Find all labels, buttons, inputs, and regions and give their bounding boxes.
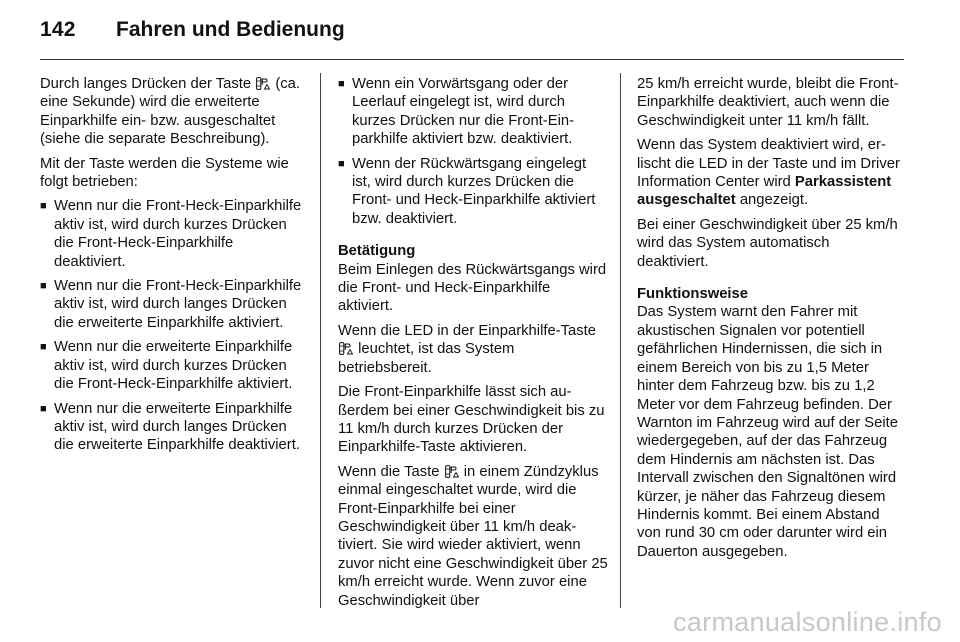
list-item-text: Wenn nur die Front-Heck-Einparkhilfe aktiv ist, wird durch langes Drücken die erweiterte Einparkhilfe aktiviert.	[54, 278, 302, 331]
bullet-icon: ■	[40, 341, 47, 354]
list-item-text: Wenn nur die erweiterte Einparkhilfe aktiv ist, wird durch kurzes Drücken die Front-Heck-Einparkhilfe aktiviert.	[54, 339, 293, 393]
paragraph: Mit der Taste werden die Systeme wie folgt betrieben:	[40, 155, 289, 191]
list-item	[40, 197, 308, 271]
park-assist-button-icon	[445, 465, 459, 478]
list-item	[40, 338, 308, 393]
bullet-list	[338, 75, 608, 228]
text-span: leuchtet, ist das System betriebsbereit.	[338, 341, 515, 376]
paragraph	[338, 463, 608, 610]
column-1	[40, 75, 308, 461]
column-divider-2	[620, 73, 621, 608]
paragraph: Bei einer Geschwindigkeit über 25 km/h wird das System automatisch deaktiviert.	[637, 216, 898, 270]
column-3	[637, 75, 905, 567]
text-span: Wenn die Taste	[338, 463, 440, 480]
park-assist-button-icon	[339, 342, 353, 355]
list-item	[40, 277, 308, 332]
paragraph: Beim Einlegen des Rückwärtsgangs wird die Front- und Heck-Einparkhilfe aktiviert.	[338, 261, 607, 315]
text-span: angezeigt.	[739, 192, 809, 209]
bullet-icon: ■	[338, 157, 345, 170]
park-assist-button-icon	[256, 77, 270, 90]
paragraph: 25 km/h erreicht wurde, bleibt die Front-Einparkhilfe deaktiviert, auch wenn die Geschwindigkeit unter 11 km/h fällt.	[637, 76, 899, 129]
section-heading: Funktionsweise	[637, 286, 748, 303]
section-heading: Betätigung	[338, 243, 416, 260]
header-rule	[40, 59, 904, 60]
list-item-text: Wenn nur die Front-Heck-Einparkhilfe aktiv ist, wird durch kurzes Drücken die Front-Heck-Einparkhilfe deaktiviert.	[54, 198, 302, 270]
list-item-text: Wenn ein Vorwärtsgang oder der Leerlauf eingelegt ist, wird durch kurzes Drücken nur die Front-Einparkhilfe aktiviert bzw. deaktiviert.	[352, 76, 575, 148]
list-item	[338, 155, 608, 229]
paragraph	[40, 75, 308, 149]
watermark: carmanualsonline.info	[673, 607, 942, 637]
bullet-icon: ■	[338, 78, 345, 90]
bullet-list	[40, 197, 308, 454]
display-message-text: Parkassistent ausgeschaltet	[637, 174, 892, 209]
page-number: 142	[40, 18, 76, 41]
paragraph	[637, 136, 905, 210]
text-span: Wenn die LED in der Einparkhilfe-Taste	[338, 322, 596, 339]
bullet-icon: ■	[40, 280, 47, 293]
list-item	[40, 400, 308, 455]
bullet-icon: ■	[40, 200, 47, 213]
text-span: in einem Zündzyklus einmal eingeschaltet wurde, wird die Front-Einparkhilfe bei einer Geschwindigkeit über 11 km/h deaktiviert. Sie wird wieder aktiviert, wenn zuvor nicht eine Geschwindigkeit über 25 km/h erreicht wurde. Wenn zuvor eine Geschwindigkeit über	[338, 463, 608, 609]
column-2	[338, 75, 608, 616]
list-item-text: Wenn nur die erweiterte Einparkhilfe aktiv ist, wird durch langes Drücken die erweiterte Einparkhilfe deaktiviert.	[54, 400, 300, 454]
page-title: Fahren und Bedienung	[116, 18, 345, 41]
paragraph	[338, 322, 608, 377]
paragraph: Die Front-Einparkhilfe lässt sich außerdem bei einer Geschwindigkeit bis zu 11 km/h durch kurzes Drücken der Einparkhilfe-Taste aktivieren.	[338, 384, 605, 456]
text-span: Durch langes Drücken der Taste	[40, 76, 252, 92]
text-span: (ca. eine Sekunde) wird die erweiterte Einparkhilfe ein- bzw. ausgeschaltet (siehe die separate Beschreibung).	[40, 76, 301, 148]
bullet-icon: ■	[40, 402, 47, 415]
paragraph: Das System warnt den Fahrer mit akustischen Signalen vor potentiell gefährlichen Hindernissen, die sich in einem Bereich von bis zu 1,5 Meter hinter dem Fahrzeug bzw. bis zu 1,2 Meter vor dem Fahrzeug befinden. Der Warnton im Fahrzeug wird auf der Seite wiedergegeben, auf der das Fahrzeug dem Hindernis am nächsten ist. Das Intervall zwischen den Signaltönen wird kürzer, je näher das Fahrzeug diesem Hindernis kommt. Bei einem Abstand von rund 30 cm oder darunter wird ein Dauerton ausgegeben.	[637, 304, 898, 560]
list-item-text: Wenn der Rückwärtsgang eingelegt ist, wird durch kurzes Drücken die Front- und Heck-Einparkhilfe aktiviert bzw. deaktiviert.	[352, 155, 596, 227]
list-item	[338, 75, 608, 149]
column-divider-1	[320, 73, 321, 608]
text-span: Wenn das System deaktiviert wird, erlischt die LED in der Taste und im Driver Information Center wird	[637, 137, 900, 191]
